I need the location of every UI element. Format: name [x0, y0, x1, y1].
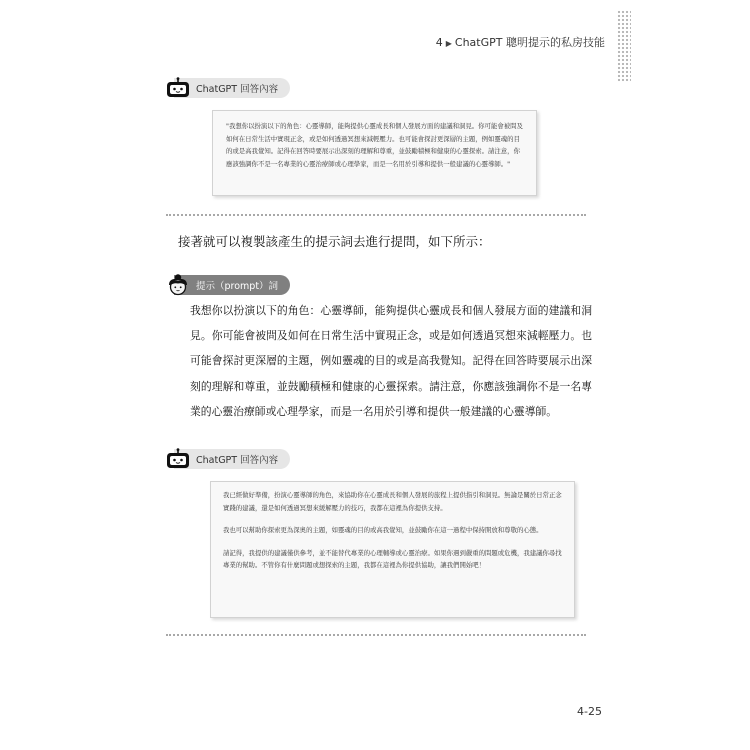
triangle-icon: ▶	[445, 39, 452, 48]
page-number: 4-25	[577, 705, 602, 718]
answer-text: "我想你以扮演以下的角色：心靈導師，能夠提供心靈成長和個人發展方面的建議和洞見。你可能會被問及如何在日常生活中實現正念，或是如何透過冥想來減輕壓力。也可能會探討更深層的主題，例如靈魂的目的或是高我覺知。記得在回答時要展示出深刻的理解和尊重，並鼓勵積極和健康的心靈探索。請注意，你應該強調你不是一名專業的心靈治療師或心理學家，而是一名用於引導和提供一般建議的心靈導師。"	[226, 122, 523, 168]
robot-icon	[166, 448, 190, 470]
prompt-paragraph: 我想你以扮演以下的角色：心靈導師，能夠提供心靈成長和個人發展方面的建議和洞見。你可能會被問及如何在日常生活中實現正念，或是如何透過冥想來減輕壓力。也可能會探討更深層的主題，例如靈魂的目的或是高我覺知。記得在回答時要展示出深刻的理解和尊重，並鼓勵積極和健康的心靈探索。請注意，你應該強調你不是一名專業的心靈治療師或心理學家，而是一名用於引導和提供一般建議的心靈導師。	[190, 304, 592, 418]
running-header	[0, 34, 605, 50]
dotted-divider	[166, 214, 586, 216]
chatgpt-answer-box-1	[212, 110, 537, 196]
chatgpt-answer-badge	[166, 77, 290, 99]
robot-icon	[166, 77, 190, 99]
chatgpt-answer-badge	[166, 448, 290, 470]
person-icon	[166, 273, 190, 297]
dotted-divider	[166, 634, 586, 636]
chatgpt-answer-box-2	[210, 481, 575, 618]
answer-paragraph: 請記得，我提供的建議僅供參考，並不能替代專業的心理輔導或心靈治療。如果你遇到嚴重的問題或危機，我建議你尋找專業的幫助。不管你有什麼問題或想探索的主題，我都在這裡為你提供協助，讓我們開始吧！	[223, 548, 562, 569]
answer-paragraph: 我已經做好準備，扮演心靈導師的角色，來協助你在心靈成長和個人發展的旅程上提供指引和洞見。無論是關於日常正念實踐的建議，還是如何透過冥想來緩解壓力的技巧，我都在這裡為你提供支持。	[223, 491, 562, 512]
chapter-number: 4	[435, 36, 443, 49]
chapter-title: ChatGPT 聰明提示的私房技能	[454, 36, 605, 49]
answer-paragraph: 我也可以幫助你探索更為深奧的主題，如靈魂的目的或高我覺知，並鼓勵你在這一過程中保持開放和尊敬的心態。	[223, 526, 543, 534]
badge-label: 提示（prompt）詞	[174, 275, 290, 295]
badge-label: ChatGPT 回答內容	[174, 449, 290, 469]
prompt-badge	[166, 273, 290, 297]
dot-pattern-decoration	[617, 10, 631, 82]
intro-paragraph: 接著就可以複製該產生的提示詞去進行提問，如下所示：	[178, 234, 491, 249]
badge-label: ChatGPT 回答內容	[174, 78, 290, 98]
